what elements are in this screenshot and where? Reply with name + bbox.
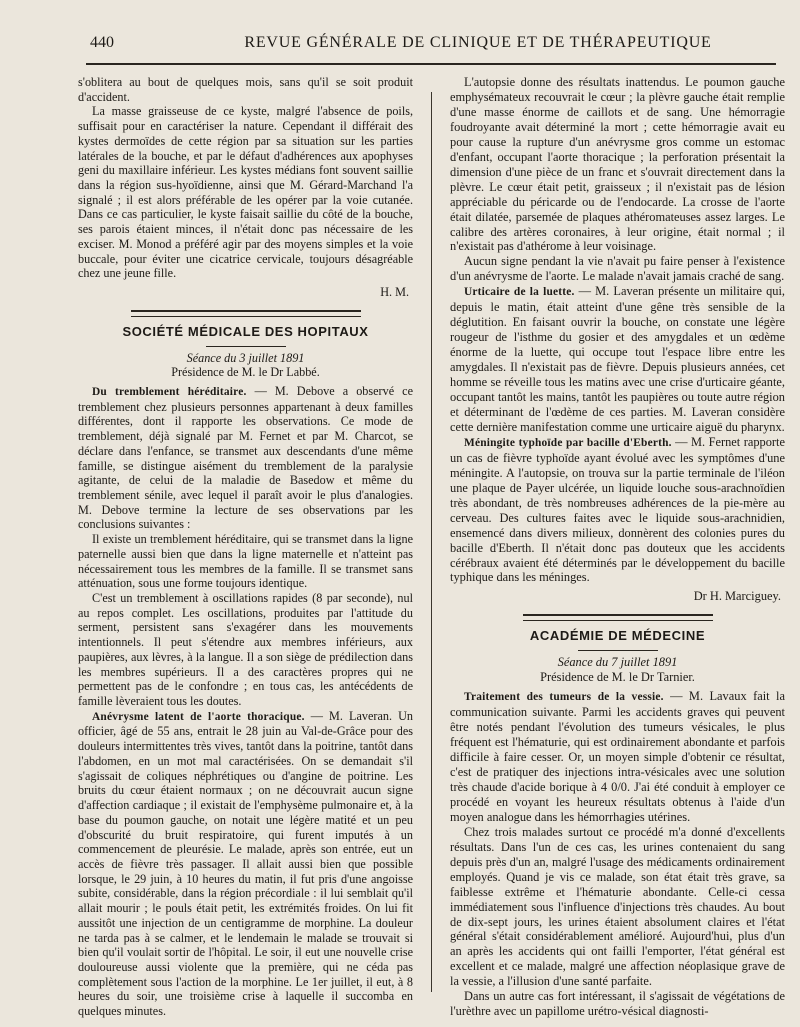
section-rule (131, 310, 361, 317)
page-number: 440 (90, 34, 114, 51)
section-title: ACADÉMIE DE MÉDECINE (529, 628, 706, 644)
abstract-heading: Du tremblement héréditaire. (92, 385, 247, 398)
abstract-text: — M. Laveran. Un officier, âgé de 55 ans, entrait le 28 juin au Val-de-Grâce pour des douleurs intermittentes très vives, tantôt dans la poitrine, tantôt dans l'abdomen, en un mot mal caractérisées. On se demandait s'il s'agissait de coliques néphrétiques ou d'angine de poitrine. Les bruits du cœur étaient normaux ; on ne découvrait aucun signe d'affection cardiaque ; il existait de l'emphysème pulmonaire et, à la base du poumon gauche, on notait une légère matité et un peu d'obscurité du bruit respiratoire, qui furent imputés à un commencement de pleurésie. Le malade, après son entrée, eut un accès de fièvre très passager. Il allait aussi bien que possible lorsque, le 29 juin, à 10 heures du matin, il fut pris d'une angoisse subite, considérable, dans la région précordiale : il lui semblait qu'il allait mourir ; le pouls était petit, les extrémités froides. On lui fit aussitôt une injection de un centigramme de morphine. La douleur ne tarda pas à se calmer, et le lendemain le malade se trouvait si bien qu'il voulait sortir de l'hôpital. Le soir, il eut une nouvelle crise douloureuse aussi violente que la première, qui ne céda pas complètement sous l'action de la morphine. Le 1er juillet, il eut, à 8 heures du soir, une troisième crise à laquelle il succomba en quelques minutes. (78, 708, 414, 1019)
signature-text: Dr H. Marciguey. (693, 589, 781, 604)
abstract-text: — M. Fernet rapporte un cas de fièvre typhoïde ayant évolué avec les symptômes d'une méningite. A l'autopsie, on trouva sur la partie terminale de l'iléon une plaque de Payer ulcérée, un liquide louche sous-arachnoïdien très abondant, de très nombreuses adhérences de la pie-mère au cerveau. Des cultures faites avec le liquide sous-arachnidien, ensemencé dans divers milieux, donnèrent des colonies pures du bacille d'Eberth. Il n'était donc pas douteux que les accidents cérébraux avaient été déterminés par le développement du bacille typhique dans les méninges. (450, 434, 785, 585)
left-column (78, 75, 413, 1019)
presidence-line: Présidence de M. le Dr Tarnier. (540, 670, 695, 685)
abstract-text: — M. Laveran présente un militaire qui, depuis le matin, était atteint d'une gêne très sensible de la déglutition. En faisant ouvrir la bouche, on constate une légère rougeur de l'isthme du gosier et des amygdales et un œdème énorme de la luette, qui occupe tout l'espace libre entre les amygdales. Il n'existait pas de fièvre. Depuis plusieurs années, cet homme se réveille tous les matins avec une crise d'urticaire géante, occupant tantôt les mains, tantôt les paupières ou toute autre région et déterminant de l'œdème de ces parties. M. Laveran considère cette dernière manifestation comme une urticaire aiguë du pharynx. (450, 284, 785, 434)
seance-line: Séance du 7 juillet 1891 (557, 655, 678, 670)
paragraph (450, 284, 785, 435)
abstract-text: — M. Lavaux fait la communication suivante. Parmi les accidents graves qui peuvent être notés pendant l'évolution des tumeurs vésicales, le plus fréquent est l'hématurie, qui est ordinairement abondante et parfois difficile à faire cesser. Or, un moyen simple d'obtenir ce résultat, c'est de pratiquer des injections intra-vésicales avec une solution très chaude d'acide borique à 4 0/0. J'ai été conduit à employer ce procédé en voyant les heureux résultats obtenus à l'aide d'un moyen analogue dans les hémorrhagies utérines. (450, 689, 785, 824)
section-rule (523, 614, 713, 621)
paragraph (78, 384, 413, 532)
short-rule (578, 650, 658, 651)
paragraph: Il existe un tremblement héréditaire, qui se transmet dans la ligne paternelle aussi bien que dans la ligne maternelle et n'atteint pas nécessairement tous les membres de la famille. Il se transmet sans atténuation, sous une forme toujours identique. (78, 532, 413, 591)
running-title: REVUE GÉNÉRALE DE CLINIQUE ET DE THÉRAPEUTIQUE (244, 34, 712, 51)
paragraph (78, 709, 413, 1019)
signature (78, 285, 413, 300)
paragraph (450, 435, 785, 586)
page-header (78, 34, 778, 58)
abstract-text: — M. Debove a observé ce tremblement chez plusieurs personnes appartenant à deux familles différentes, dont il rapporte les observations. Ce mode de tremblement, déjà signalé par M. Fernet et par M. Charcot, se déclare dans l'enfance, se transmet aux descendants d'une même famille, se distingue aisément du tremblement de la paralysie agitante, de celui de la maladie de Basedow et même du tremblement sénile, avec lequel il paraît avoir le plus d'analogies. M. Debove termine la lecture de ses observations par les conclusions suivantes : (78, 383, 413, 532)
header-rule (86, 63, 776, 65)
short-rule (206, 346, 286, 347)
paragraph: s'oblitera au bout de quelques mois, sans qu'il se soit produit d'accident. (78, 75, 413, 104)
paragraph (450, 689, 785, 825)
signature-text: H. M. (380, 285, 409, 300)
paragraph: Dans un autre cas fort intéressant, il s'agissait de végétations de l'urèthre avec un papillome urétro-vésical diagnosti- (450, 989, 785, 1019)
abstract-heading: Urticaire de la luette. (464, 286, 575, 299)
presidence-line: Présidence de M. le Dr Labbé. (171, 365, 320, 380)
abstract-heading: Anévrysme latent de l'aorte thoracique. (92, 710, 305, 723)
paragraph: Aucun signe pendant la vie n'avait pu faire penser à l'existence d'un anévrysme de l'aorte. Le malade n'avait jamais craché de sang. (450, 254, 785, 284)
paragraph: La masse graisseuse de ce kyste, malgré l'absence de poils, suffisait pour en caractériser la nature. Cependant il différait des kystes dermoïdes de cette région par sa situation sur les parties latérales de la bouche, et par le défaut d'adhérences aux apophyses geni du maxillaire inférieur. Les kystes médians font souvent saillie dans la région sus-hyoïdienne, ainsi que M. Gérard-Marchand l'a signalé ; il est alors préférable de les opérer par la voie cutanée. Dans ce cas particulier, le kyste faisait saillie du côté de la bouche, ses parois étaient minces, il n'était donc pas nécessaire de les exciser. M. Monod a préféré agir par des moyens simples et la voie buccale, pour éviter une cicatrice cervicale, toujours désagréable chez une jeune fille. (78, 104, 413, 281)
signature (450, 589, 785, 604)
abstract-heading: Méningite typhoïde par bacille d'Eberth. (464, 436, 672, 449)
section-title: SOCIÉTÉ MÉDICALE DES HOPITAUX (122, 323, 369, 339)
paragraph: L'autopsie donne des résultats inattendus. Le poumon gauche emphysémateux recouvrait le cœur ; la plèvre gauche était remplie d'une masse énorme de caillots et de sang. Une hémorragie foudroyante avait déterminé la mort ; cette hémorragie avait eu pour cause la rupture d'un anévrysme gros comme un estomac d'enfant, occupant l'aorte thoracique ; la perforation présentait la dimension d'une pièce de un franc et s'ouvrait directement dans la plèvre. Le cœur était petit, graisseux ; il n'existait pas de lésion appréciable du péricarde ou de l'endocarde. La crosse de l'aorte était dilatée, parsemée de plaques athéromateuses assez larges. Le calibre des artères coronaires, à leur origine, était normal ; il n'existait pas d'athérome à leur voisinage. (450, 75, 785, 254)
seance-line: Séance du 3 juillet 1891 (186, 350, 305, 365)
paragraph: Chez trois malades surtout ce procédé m'a donné d'excellents résultats. Dans l'un de ces cas, les urines contenaient du sang depuis près d'un an, malgré l'usage des médicaments ordinairement employés. Quand je vis ce malade, son état était très grave, sa faiblesse extrême et l'hématurie abondante. Celle-ci cessa immédiatement sous l'influence d'injections très chaudes. Au bout de dix-sept jours, les urines étaient absolument claires et l'état général s'était considérablement amélioré. Aujourd'hui, plus d'un an après les accidents qui ont failli l'emporter, l'état général est excellent et ce malade, malgré une affection néoplasique grave de la vessie, a l'illusion d'une santé parfaite. (450, 824, 785, 989)
right-column (450, 75, 785, 1019)
paragraph: C'est un tremblement à oscillations rapides (8 par seconde), nul au repos complet. Les oscillations, produites par l'attitude du serment, persistent sans s'exagérer dans les mouvements intentionnels. Il peut s'étendre aux membres inférieurs, aux paupières, aux lèvres, à la langue. Il a son siège de prédilection dans les membres supérieurs. Il a des caractères propres qui ne permettent pas de le confondre ; en tous cas, les antécédents de famille lèveraient tous les doutes. (78, 591, 413, 709)
column-divider (431, 92, 432, 992)
abstract-heading: Traitement des tumeurs de la vessie. (464, 691, 664, 704)
